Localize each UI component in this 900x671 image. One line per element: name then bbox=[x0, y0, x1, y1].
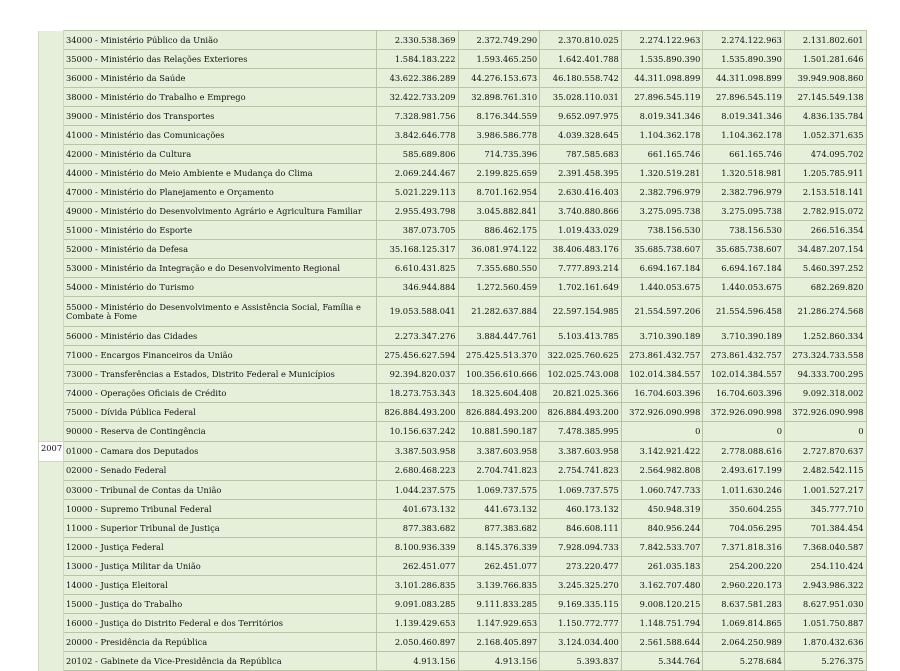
value-cell: 1.044.237.575 bbox=[377, 481, 459, 500]
budget-table-sheet bbox=[38, 30, 866, 671]
organ-name-cell: 73000 - Transferências a Estados, Distrito Federal e Municípios bbox=[64, 365, 377, 384]
value-cell: 34.487.207.154 bbox=[784, 240, 866, 259]
table-row bbox=[39, 183, 867, 202]
value-cell: 0 bbox=[703, 422, 785, 442]
value-cell: 9.091.083.285 bbox=[377, 595, 459, 614]
value-cell: 372.926.090.998 bbox=[703, 403, 785, 422]
organ-name-cell: 11000 - Superior Tribunal de Justiça bbox=[64, 519, 377, 538]
value-cell: 1.205.785.911 bbox=[784, 164, 866, 183]
value-cell: 877.383.682 bbox=[458, 519, 540, 538]
value-cell: 738.156.530 bbox=[621, 221, 703, 240]
value-cell: 3.986.586.778 bbox=[458, 126, 540, 145]
organ-name-cell: 36000 - Ministério da Saúde bbox=[64, 69, 377, 88]
value-cell: 1.019.433.029 bbox=[540, 221, 622, 240]
value-cell: 2.050.460.897 bbox=[377, 633, 459, 652]
value-cell: 102.014.384.557 bbox=[621, 365, 703, 384]
table-row bbox=[39, 221, 867, 240]
value-cell: 44.276.153.673 bbox=[458, 69, 540, 88]
value-cell: 8.627.951.030 bbox=[784, 595, 866, 614]
year-cell bbox=[39, 50, 64, 69]
organ-name-cell: 01000 - Camara dos Deputados bbox=[64, 441, 377, 461]
organ-name-cell: 47000 - Ministério do Planejamento e Orçamento bbox=[64, 183, 377, 202]
value-cell: 22.597.154.985 bbox=[540, 297, 622, 327]
table-row bbox=[39, 164, 867, 183]
organ-name-cell: 75000 - Dívida Pública Federal bbox=[64, 403, 377, 422]
value-cell: 275.425.513.370 bbox=[458, 346, 540, 365]
table-row bbox=[39, 384, 867, 403]
year-cell bbox=[39, 652, 64, 671]
value-cell: 1.870.432.636 bbox=[784, 633, 866, 652]
budget-table bbox=[38, 30, 867, 671]
table-row bbox=[39, 50, 867, 69]
value-cell: 35.685.738.607 bbox=[703, 240, 785, 259]
value-cell: 886.462.175 bbox=[458, 221, 540, 240]
year-cell bbox=[39, 500, 64, 519]
year-cell bbox=[39, 557, 64, 576]
value-cell: 92.394.820.037 bbox=[377, 365, 459, 384]
value-cell: 346.944.884 bbox=[377, 278, 459, 297]
year-cell bbox=[39, 538, 64, 557]
organ-name-cell: 49000 - Ministério do Desenvolvimento Agrário e Agricultura Familiar bbox=[64, 202, 377, 221]
organ-name-cell: 39000 - Ministério dos Transportes bbox=[64, 107, 377, 126]
value-cell: 3.045.882.841 bbox=[458, 202, 540, 221]
value-cell: 2.370.810.025 bbox=[540, 31, 622, 50]
value-cell: 2.482.542.115 bbox=[784, 461, 866, 481]
value-cell: 2.493.617.199 bbox=[703, 461, 785, 481]
value-cell: 2.564.982.808 bbox=[621, 461, 703, 481]
value-cell: 7.777.893.214 bbox=[540, 259, 622, 278]
year-cell bbox=[39, 202, 64, 221]
value-cell: 450.948.319 bbox=[621, 500, 703, 519]
organ-name-cell: 16000 - Justiça do Distrito Federal e dos Territórios bbox=[64, 614, 377, 633]
value-cell: 0 bbox=[621, 422, 703, 442]
value-cell: 372.926.090.998 bbox=[621, 403, 703, 422]
value-cell: 27.896.545.119 bbox=[621, 88, 703, 107]
organ-name-cell: 54000 - Ministério do Turismo bbox=[64, 278, 377, 297]
organ-name-cell: 42000 - Ministério da Cultura bbox=[64, 145, 377, 164]
value-cell: 8.145.376.339 bbox=[458, 538, 540, 557]
year-cell bbox=[39, 403, 64, 422]
year-cell bbox=[39, 576, 64, 595]
value-cell: 2.680.468.223 bbox=[377, 461, 459, 481]
table-row bbox=[39, 346, 867, 365]
table-row bbox=[39, 126, 867, 145]
value-cell: 2.273.347.276 bbox=[377, 327, 459, 346]
value-cell: 7.355.680.550 bbox=[458, 259, 540, 278]
value-cell: 275.456.627.594 bbox=[377, 346, 459, 365]
organ-name-cell: 51000 - Ministério do Esporte bbox=[64, 221, 377, 240]
value-cell: 401.673.132 bbox=[377, 500, 459, 519]
organ-name-cell: 52000 - Ministério da Defesa bbox=[64, 240, 377, 259]
value-cell: 262.451.077 bbox=[458, 557, 540, 576]
year-cell bbox=[39, 31, 64, 50]
value-cell: 4.039.328.645 bbox=[540, 126, 622, 145]
value-cell: 714.735.396 bbox=[458, 145, 540, 164]
value-cell: 9.111.833.285 bbox=[458, 595, 540, 614]
year-cell bbox=[39, 365, 64, 384]
value-cell: 3.387.603.958 bbox=[540, 441, 622, 461]
value-cell: 46.180.558.742 bbox=[540, 69, 622, 88]
organ-name-cell: 38000 - Ministério do Trabalho e Emprego bbox=[64, 88, 377, 107]
value-cell: 7.368.040.587 bbox=[784, 538, 866, 557]
table-row bbox=[39, 557, 867, 576]
value-cell: 38.406.483.176 bbox=[540, 240, 622, 259]
value-cell: 2.955.493.798 bbox=[377, 202, 459, 221]
value-cell: 102.014.384.557 bbox=[703, 365, 785, 384]
value-cell: 3.710.390.189 bbox=[703, 327, 785, 346]
value-cell: 1.139.429.653 bbox=[377, 614, 459, 633]
value-cell: 8.019.341.346 bbox=[621, 107, 703, 126]
value-cell: 43.622.386.289 bbox=[377, 69, 459, 88]
value-cell: 350.604.255 bbox=[703, 500, 785, 519]
table-row bbox=[39, 614, 867, 633]
value-cell: 2.131.802.601 bbox=[784, 31, 866, 50]
value-cell: 1.051.750.887 bbox=[784, 614, 866, 633]
value-cell: 4.913.156 bbox=[377, 652, 459, 671]
year-cell bbox=[39, 481, 64, 500]
value-cell: 2.382.796.979 bbox=[621, 183, 703, 202]
organ-name-cell: 12000 - Justiça Federal bbox=[64, 538, 377, 557]
value-cell: 2.630.416.403 bbox=[540, 183, 622, 202]
value-cell: 1.147.929.653 bbox=[458, 614, 540, 633]
value-cell: 1.011.630.246 bbox=[703, 481, 785, 500]
value-cell: 1.702.161.649 bbox=[540, 278, 622, 297]
table-row bbox=[39, 576, 867, 595]
value-cell: 840.956.244 bbox=[621, 519, 703, 538]
table-row bbox=[39, 481, 867, 500]
value-cell: 8.637.581.283 bbox=[703, 595, 785, 614]
organ-name-cell: 74000 - Operações Oficiais de Crédito bbox=[64, 384, 377, 403]
value-cell: 1.320.518.981 bbox=[703, 164, 785, 183]
organ-name-cell: 03000 - Tribunal de Contas da União bbox=[64, 481, 377, 500]
table-row bbox=[39, 145, 867, 164]
table-row bbox=[39, 441, 867, 461]
value-cell: 44.311.098.899 bbox=[703, 69, 785, 88]
value-cell: 5.344.764 bbox=[621, 652, 703, 671]
value-cell: 2.727.870.637 bbox=[784, 441, 866, 461]
value-cell: 7.328.981.756 bbox=[377, 107, 459, 126]
value-cell: 100.356.610.666 bbox=[458, 365, 540, 384]
value-cell: 27.896.545.119 bbox=[703, 88, 785, 107]
table-row bbox=[39, 633, 867, 652]
value-cell: 10.156.637.242 bbox=[377, 422, 459, 442]
value-cell: 5.276.375 bbox=[784, 652, 866, 671]
value-cell: 21.554.596.458 bbox=[703, 297, 785, 327]
value-cell: 3.101.286.835 bbox=[377, 576, 459, 595]
organ-name-cell: 55000 - Ministério do Desenvolvimento e Assistência Social, Família e Combate à Fome bbox=[64, 297, 377, 327]
value-cell: 3.275.095.738 bbox=[621, 202, 703, 221]
value-cell: 2.069.244.467 bbox=[377, 164, 459, 183]
organ-name-cell: 53000 - Ministério da Integração e do Desenvolvimento Regional bbox=[64, 259, 377, 278]
table-row bbox=[39, 69, 867, 88]
table-row bbox=[39, 403, 867, 422]
table-row bbox=[39, 107, 867, 126]
organ-name-cell: 41000 - Ministério das Comunicações bbox=[64, 126, 377, 145]
value-cell: 1.440.053.675 bbox=[703, 278, 785, 297]
value-cell: 1.593.465.250 bbox=[458, 50, 540, 69]
value-cell: 1.148.751.794 bbox=[621, 614, 703, 633]
value-cell: 5.393.837 bbox=[540, 652, 622, 671]
organ-name-cell: 35000 - Ministério das Relações Exteriores bbox=[64, 50, 377, 69]
value-cell: 3.139.766.835 bbox=[458, 576, 540, 595]
value-cell: 787.585.683 bbox=[540, 145, 622, 164]
value-cell: 1.535.890.390 bbox=[703, 50, 785, 69]
value-cell: 1.069.737.575 bbox=[540, 481, 622, 500]
value-cell: 32.898.761.310 bbox=[458, 88, 540, 107]
value-cell: 9.652.097.975 bbox=[540, 107, 622, 126]
table-row bbox=[39, 652, 867, 671]
value-cell: 19.053.588.041 bbox=[377, 297, 459, 327]
value-cell: 441.673.132 bbox=[458, 500, 540, 519]
value-cell: 35.028.110.031 bbox=[540, 88, 622, 107]
value-cell: 2.199.825.659 bbox=[458, 164, 540, 183]
value-cell: 2.960.220.173 bbox=[703, 576, 785, 595]
value-cell: 661.165.746 bbox=[703, 145, 785, 164]
value-cell: 877.383.682 bbox=[377, 519, 459, 538]
value-cell: 35.168.125.317 bbox=[377, 240, 459, 259]
value-cell: 3.275.095.738 bbox=[703, 202, 785, 221]
table-row bbox=[39, 297, 867, 327]
value-cell: 102.025.743.008 bbox=[540, 365, 622, 384]
value-cell: 682.269.820 bbox=[784, 278, 866, 297]
value-cell: 1.104.362.178 bbox=[703, 126, 785, 145]
organ-name-cell: 90000 - Reserva de Contingência bbox=[64, 422, 377, 442]
organ-name-cell: 34000 - Ministério Público da União bbox=[64, 31, 377, 50]
value-cell: 3.387.603.958 bbox=[458, 441, 540, 461]
value-cell: 8.100.936.339 bbox=[377, 538, 459, 557]
value-cell: 273.861.432.757 bbox=[621, 346, 703, 365]
value-cell: 661.165.746 bbox=[621, 145, 703, 164]
value-cell: 4.836.135.784 bbox=[784, 107, 866, 126]
value-cell: 826.884.493.200 bbox=[458, 403, 540, 422]
value-cell: 7.928.094.733 bbox=[540, 538, 622, 557]
organ-name-cell: 02000 - Senado Federal bbox=[64, 461, 377, 481]
value-cell: 254.200.220 bbox=[703, 557, 785, 576]
value-cell: 387.073.705 bbox=[377, 221, 459, 240]
value-cell: 1.069.737.575 bbox=[458, 481, 540, 500]
value-cell: 3.740.880.866 bbox=[540, 202, 622, 221]
year-cell bbox=[39, 88, 64, 107]
value-cell: 1.001.527.217 bbox=[784, 481, 866, 500]
value-cell: 1.584.183.222 bbox=[377, 50, 459, 69]
value-cell: 94.333.700.295 bbox=[784, 365, 866, 384]
value-cell: 44.311.098.899 bbox=[621, 69, 703, 88]
value-cell: 2.372.749.290 bbox=[458, 31, 540, 50]
value-cell: 474.095.702 bbox=[784, 145, 866, 164]
year-cell: 2007 bbox=[39, 441, 64, 461]
value-cell: 460.173.132 bbox=[540, 500, 622, 519]
value-cell: 3.387.503.958 bbox=[377, 441, 459, 461]
value-cell: 826.884.493.200 bbox=[377, 403, 459, 422]
value-cell: 6.694.167.184 bbox=[621, 259, 703, 278]
value-cell: 7.842.533.707 bbox=[621, 538, 703, 557]
value-cell: 9.169.335.115 bbox=[540, 595, 622, 614]
value-cell: 846.608.111 bbox=[540, 519, 622, 538]
year-cell bbox=[39, 614, 64, 633]
value-cell: 372.926.090.998 bbox=[784, 403, 866, 422]
table-row bbox=[39, 88, 867, 107]
value-cell: 1.150.772.777 bbox=[540, 614, 622, 633]
value-cell: 2.782.915.072 bbox=[784, 202, 866, 221]
value-cell: 8.701.162.954 bbox=[458, 183, 540, 202]
value-cell: 1.535.890.390 bbox=[621, 50, 703, 69]
year-cell bbox=[39, 107, 64, 126]
table-row bbox=[39, 538, 867, 557]
year-cell bbox=[39, 221, 64, 240]
value-cell: 273.324.733.558 bbox=[784, 346, 866, 365]
value-cell: 3.842.646.778 bbox=[377, 126, 459, 145]
value-cell: 18.325.604.408 bbox=[458, 384, 540, 403]
value-cell: 21.282.637.884 bbox=[458, 297, 540, 327]
value-cell: 7.478.385.995 bbox=[540, 422, 622, 442]
value-cell: 6.610.431.825 bbox=[377, 259, 459, 278]
value-cell: 1.069.814.865 bbox=[703, 614, 785, 633]
year-cell bbox=[39, 595, 64, 614]
value-cell: 21.286.274.568 bbox=[784, 297, 866, 327]
table-row bbox=[39, 519, 867, 538]
value-cell: 266.516.354 bbox=[784, 221, 866, 240]
value-cell: 2.153.518.141 bbox=[784, 183, 866, 202]
table-row bbox=[39, 461, 867, 481]
year-cell bbox=[39, 164, 64, 183]
value-cell: 273.861.432.757 bbox=[703, 346, 785, 365]
table-row bbox=[39, 365, 867, 384]
value-cell: 1.060.747.733 bbox=[621, 481, 703, 500]
organ-name-cell: 56000 - Ministério das Cidades bbox=[64, 327, 377, 346]
value-cell: 4.913.156 bbox=[458, 652, 540, 671]
value-cell: 1.272.560.459 bbox=[458, 278, 540, 297]
year-cell bbox=[39, 183, 64, 202]
table-row bbox=[39, 595, 867, 614]
value-cell: 2.778.088.616 bbox=[703, 441, 785, 461]
value-cell: 826.884.493.200 bbox=[540, 403, 622, 422]
value-cell: 2.274.122.963 bbox=[703, 31, 785, 50]
value-cell: 1.320.519.281 bbox=[621, 164, 703, 183]
value-cell: 5.021.229.113 bbox=[377, 183, 459, 202]
value-cell: 39.949.908.860 bbox=[784, 69, 866, 88]
value-cell: 1.052.371.635 bbox=[784, 126, 866, 145]
year-cell bbox=[39, 297, 64, 327]
organ-name-cell: 71000 - Encargos Financeiros da União bbox=[64, 346, 377, 365]
value-cell: 273.220.477 bbox=[540, 557, 622, 576]
value-cell: 701.384.454 bbox=[784, 519, 866, 538]
value-cell: 3.124.034.400 bbox=[540, 633, 622, 652]
year-cell bbox=[39, 145, 64, 164]
table-row bbox=[39, 500, 867, 519]
value-cell: 7.371.818.316 bbox=[703, 538, 785, 557]
value-cell: 2.391.458.395 bbox=[540, 164, 622, 183]
value-cell: 1.440.053.675 bbox=[621, 278, 703, 297]
value-cell: 345.777.710 bbox=[784, 500, 866, 519]
value-cell: 1.642.401.788 bbox=[540, 50, 622, 69]
value-cell: 3.884.447.761 bbox=[458, 327, 540, 346]
value-cell: 3.142.921.422 bbox=[621, 441, 703, 461]
organ-name-cell: 14000 - Justiça Eleitoral bbox=[64, 576, 377, 595]
table-row bbox=[39, 240, 867, 259]
value-cell: 8.019.341.346 bbox=[703, 107, 785, 126]
value-cell: 1.252.860.334 bbox=[784, 327, 866, 346]
value-cell: 261.035.183 bbox=[621, 557, 703, 576]
value-cell: 2.561.588.644 bbox=[621, 633, 703, 652]
value-cell: 2.943.986.322 bbox=[784, 576, 866, 595]
value-cell: 254.110.424 bbox=[784, 557, 866, 576]
value-cell: 21.554.597.206 bbox=[621, 297, 703, 327]
value-cell: 3.710.390.189 bbox=[621, 327, 703, 346]
value-cell: 35.685.738.607 bbox=[621, 240, 703, 259]
value-cell: 5.278.684 bbox=[703, 652, 785, 671]
year-cell bbox=[39, 346, 64, 365]
year-cell bbox=[39, 461, 64, 481]
value-cell: 2.754.741.823 bbox=[540, 461, 622, 481]
year-cell bbox=[39, 69, 64, 88]
year-cell bbox=[39, 126, 64, 145]
value-cell: 9.092.318.002 bbox=[784, 384, 866, 403]
year-cell bbox=[39, 519, 64, 538]
value-cell: 5.460.397.252 bbox=[784, 259, 866, 278]
value-cell: 2.064.250.989 bbox=[703, 633, 785, 652]
organ-name-cell: 20102 - Gabinete da Vice-Presidência da República bbox=[64, 652, 377, 671]
value-cell: 9.008.120.215 bbox=[621, 595, 703, 614]
year-cell bbox=[39, 327, 64, 346]
value-cell: 8.176.344.559 bbox=[458, 107, 540, 126]
value-cell: 0 bbox=[784, 422, 866, 442]
value-cell: 27.145.549.138 bbox=[784, 88, 866, 107]
year-cell bbox=[39, 384, 64, 403]
table-row bbox=[39, 422, 867, 442]
value-cell: 704.056.295 bbox=[703, 519, 785, 538]
value-cell: 585.689.806 bbox=[377, 145, 459, 164]
value-cell: 2.704.741.823 bbox=[458, 461, 540, 481]
value-cell: 18.273.753.343 bbox=[377, 384, 459, 403]
year-cell bbox=[39, 240, 64, 259]
value-cell: 2.382.796.979 bbox=[703, 183, 785, 202]
value-cell: 32.422.733.209 bbox=[377, 88, 459, 107]
value-cell: 1.501.281.646 bbox=[784, 50, 866, 69]
table-row bbox=[39, 327, 867, 346]
table-row bbox=[39, 259, 867, 278]
organ-name-cell: 44000 - Ministério do Meio Ambiente e Mudança do Clima bbox=[64, 164, 377, 183]
table-row bbox=[39, 31, 867, 50]
value-cell: 262.451.077 bbox=[377, 557, 459, 576]
value-cell: 36.081.974.122 bbox=[458, 240, 540, 259]
value-cell: 2.330.538.369 bbox=[377, 31, 459, 50]
year-cell bbox=[39, 633, 64, 652]
organ-name-cell: 15000 - Justiça do Trabalho bbox=[64, 595, 377, 614]
table-row bbox=[39, 278, 867, 297]
value-cell: 5.103.413.785 bbox=[540, 327, 622, 346]
value-cell: 16.704.603.396 bbox=[621, 384, 703, 403]
value-cell: 3.162.707.480 bbox=[621, 576, 703, 595]
organ-name-cell: 13000 - Justiça Militar da União bbox=[64, 557, 377, 576]
value-cell: 1.104.362.178 bbox=[621, 126, 703, 145]
value-cell: 2.274.122.963 bbox=[621, 31, 703, 50]
value-cell: 20.821.025.366 bbox=[540, 384, 622, 403]
year-cell bbox=[39, 422, 64, 442]
year-cell bbox=[39, 278, 64, 297]
year-cell bbox=[39, 259, 64, 278]
value-cell: 322.025.760.625 bbox=[540, 346, 622, 365]
value-cell: 10.881.590.187 bbox=[458, 422, 540, 442]
value-cell: 738.156.530 bbox=[703, 221, 785, 240]
value-cell: 6.694.167.184 bbox=[703, 259, 785, 278]
value-cell: 3.245.325.270 bbox=[540, 576, 622, 595]
table-row bbox=[39, 202, 867, 221]
organ-name-cell: 20000 - Presidência da República bbox=[64, 633, 377, 652]
value-cell: 2.168.405.897 bbox=[458, 633, 540, 652]
organ-name-cell: 10000 - Supremo Tribunal Federal bbox=[64, 500, 377, 519]
value-cell: 16.704.603.396 bbox=[703, 384, 785, 403]
